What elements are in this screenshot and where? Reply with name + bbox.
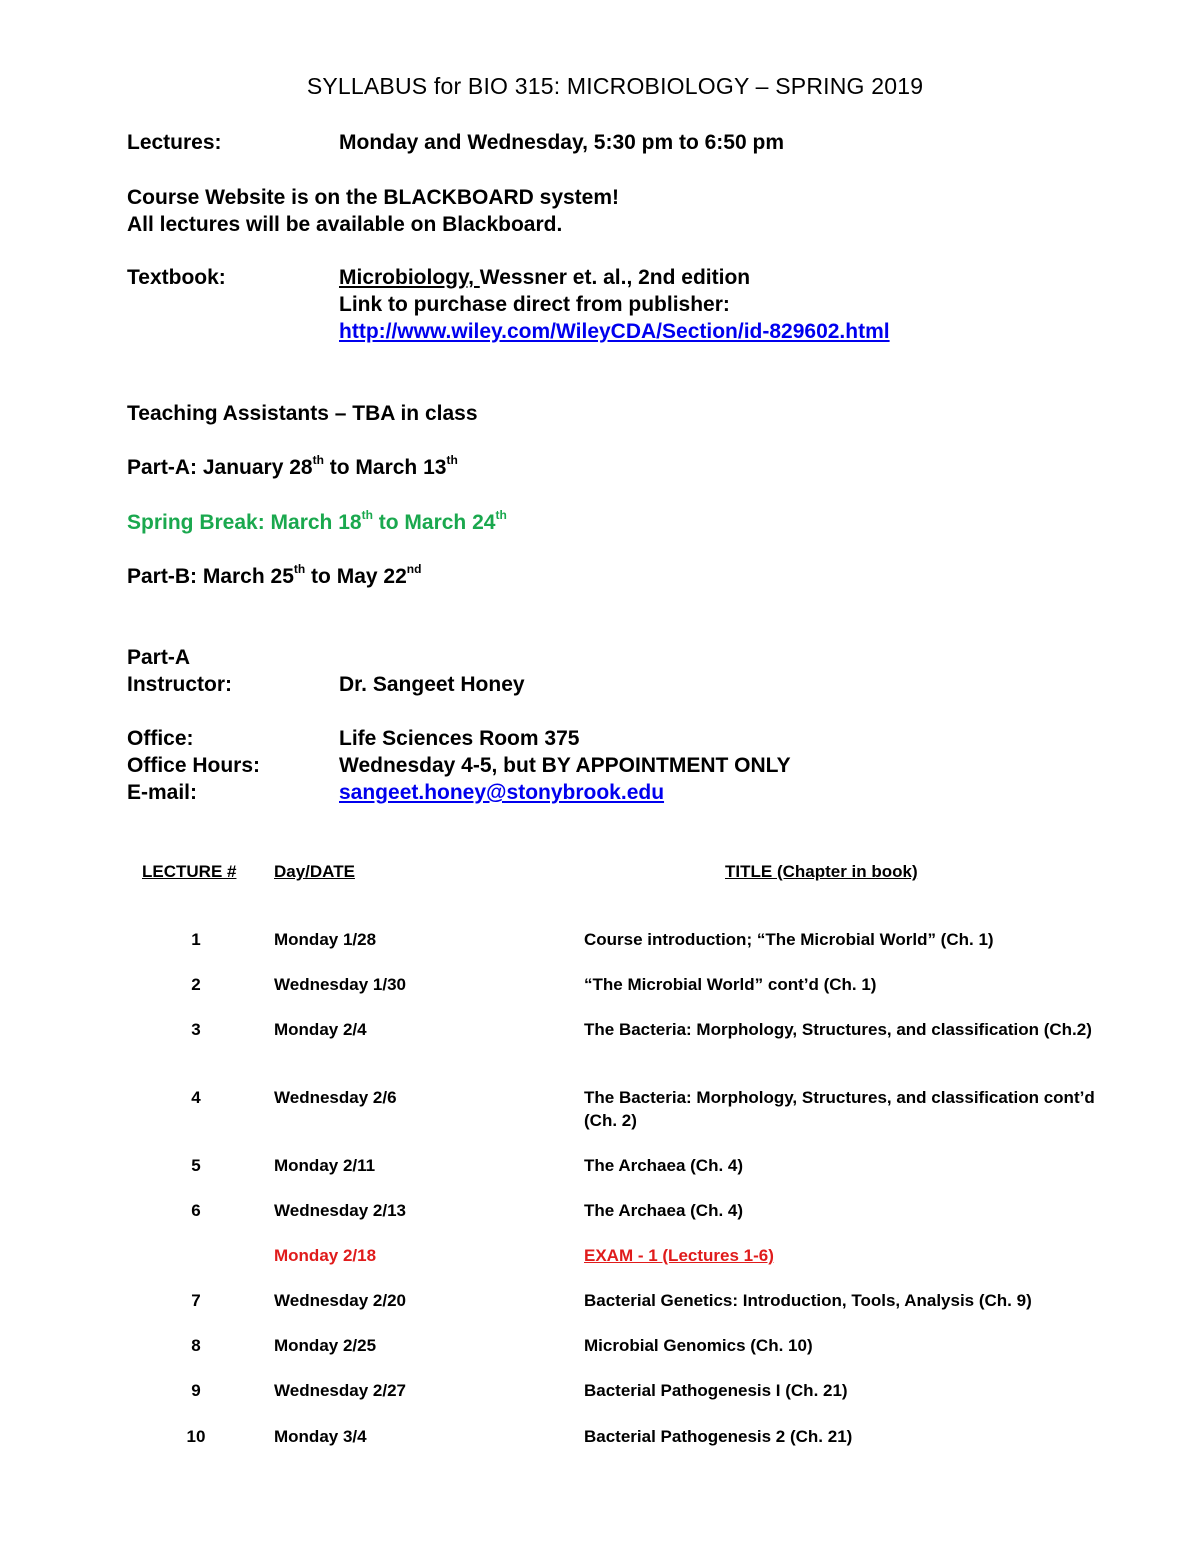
office-value: Life Sciences Room 375: [339, 727, 580, 750]
row-2-date: Wednesday 1/30: [274, 975, 406, 994]
row-2-title: “The Microbial World” cont’d (Ch. 1): [584, 975, 877, 994]
row-10-title: Bacterial Pathogenesis 2 (Ch. 21): [584, 1427, 853, 1446]
row-5-date: Monday 2/11: [274, 1156, 376, 1175]
row-5-number: 5: [191, 1156, 201, 1175]
email-label: E-mail:: [127, 781, 198, 804]
row-5-title: The Archaea (Ch. 4): [584, 1156, 744, 1175]
lectures-label: Lectures:: [127, 131, 222, 154]
part-b-dates: Part-B: March 25th to May 22nd: [127, 562, 422, 588]
textbook-citation: [339, 266, 750, 290]
row-10-number: 10: [186, 1427, 206, 1446]
exam-row-date: Monday 2/18: [274, 1246, 377, 1265]
row-1-date: Monday 1/28: [274, 930, 377, 949]
header-day-date: Day/DATE: [274, 862, 355, 881]
part-a-heading: Part-A: [127, 646, 191, 669]
row-9-date: Wednesday 2/27: [274, 1381, 406, 1400]
spring-break-dates: Spring Break: March 18th to March 24th: [127, 508, 507, 534]
row-8-date: Monday 2/25: [274, 1336, 377, 1355]
email-link[interactable]: sangeet.honey@stonybrook.edu: [339, 781, 665, 804]
row-2-number: 2: [191, 975, 201, 994]
document-title: SYLLABUS for BIO 315: MICROBIOLOGY – SPRING 2019: [306, 73, 924, 99]
textbook-purchase-text: Link to purchase direct from publisher:: [339, 293, 730, 316]
row-4-number: 4: [191, 1088, 201, 1107]
instructor-name: Dr. Sangeet Honey: [339, 673, 525, 696]
exam-row-title: EXAM - 1 (Lectures 1-6): [584, 1246, 774, 1265]
row-9-title: Bacterial Pathogenesis I (Ch. 21): [584, 1381, 848, 1400]
website-line-2: All lectures will be available on Blackboard.: [127, 213, 563, 236]
row-10-date: Monday 3/4: [274, 1427, 367, 1446]
office-label: Office:: [127, 727, 194, 750]
row-8-number: 8: [191, 1336, 201, 1355]
instructor-label: Instructor:: [127, 673, 232, 696]
part-a-dates: Part-A: January 28th to March 13th: [127, 453, 458, 479]
row-7-date: Wednesday 2/20: [274, 1291, 406, 1310]
row-6-title: The Archaea (Ch. 4): [584, 1201, 744, 1220]
row-4-title: The Bacteria: Morphology, Structures, and classification cont’d (Ch. 2): [584, 1088, 1095, 1130]
office-hours-label: Office Hours:: [127, 754, 261, 777]
row-8-title: Microbial Genomics (Ch. 10): [584, 1336, 813, 1355]
textbook-title: Microbiology,: [339, 266, 480, 289]
row-1-title: Course introduction; “The Microbial World” (Ch. 1): [584, 930, 994, 949]
header-title: TITLE (Chapter in book): [725, 862, 918, 881]
row-3-date: Monday 2/4: [274, 1020, 367, 1039]
row-6-number: 6: [191, 1201, 201, 1220]
header-lecture-number: LECTURE #: [142, 862, 237, 881]
row-7-title: Bacterial Genetics: Introduction, Tools, Analysis (Ch. 9): [584, 1291, 1032, 1310]
office-hours-value: Wednesday 4-5, but BY APPOINTMENT ONLY: [339, 754, 791, 777]
row-1-number: 1: [191, 930, 201, 949]
row-7-number: 7: [191, 1291, 201, 1310]
row-4-date: Wednesday 2/6: [274, 1088, 397, 1107]
row-9-number: 9: [191, 1381, 201, 1400]
textbook-label: Textbook:: [127, 266, 226, 289]
textbook-authors: Wessner et. al., 2nd edition: [479, 266, 751, 289]
row-6-date: Wednesday 2/13: [274, 1201, 406, 1220]
textbook-purchase-link[interactable]: http://www.wiley.com/WileyCDA/Section/id-829602.html: [339, 320, 890, 343]
teaching-assistants: Teaching Assistants – TBA in class: [127, 402, 478, 425]
lectures-value: Monday and Wednesday, 5:30 pm to 6:50 pm: [339, 131, 784, 154]
row-3-title: The Bacteria: Morphology, Structures, and classification (Ch.2): [584, 1020, 1092, 1039]
row-3-number: 3: [191, 1020, 201, 1039]
website-line-1: Course Website is on the BLACKBOARD system!: [127, 186, 620, 209]
